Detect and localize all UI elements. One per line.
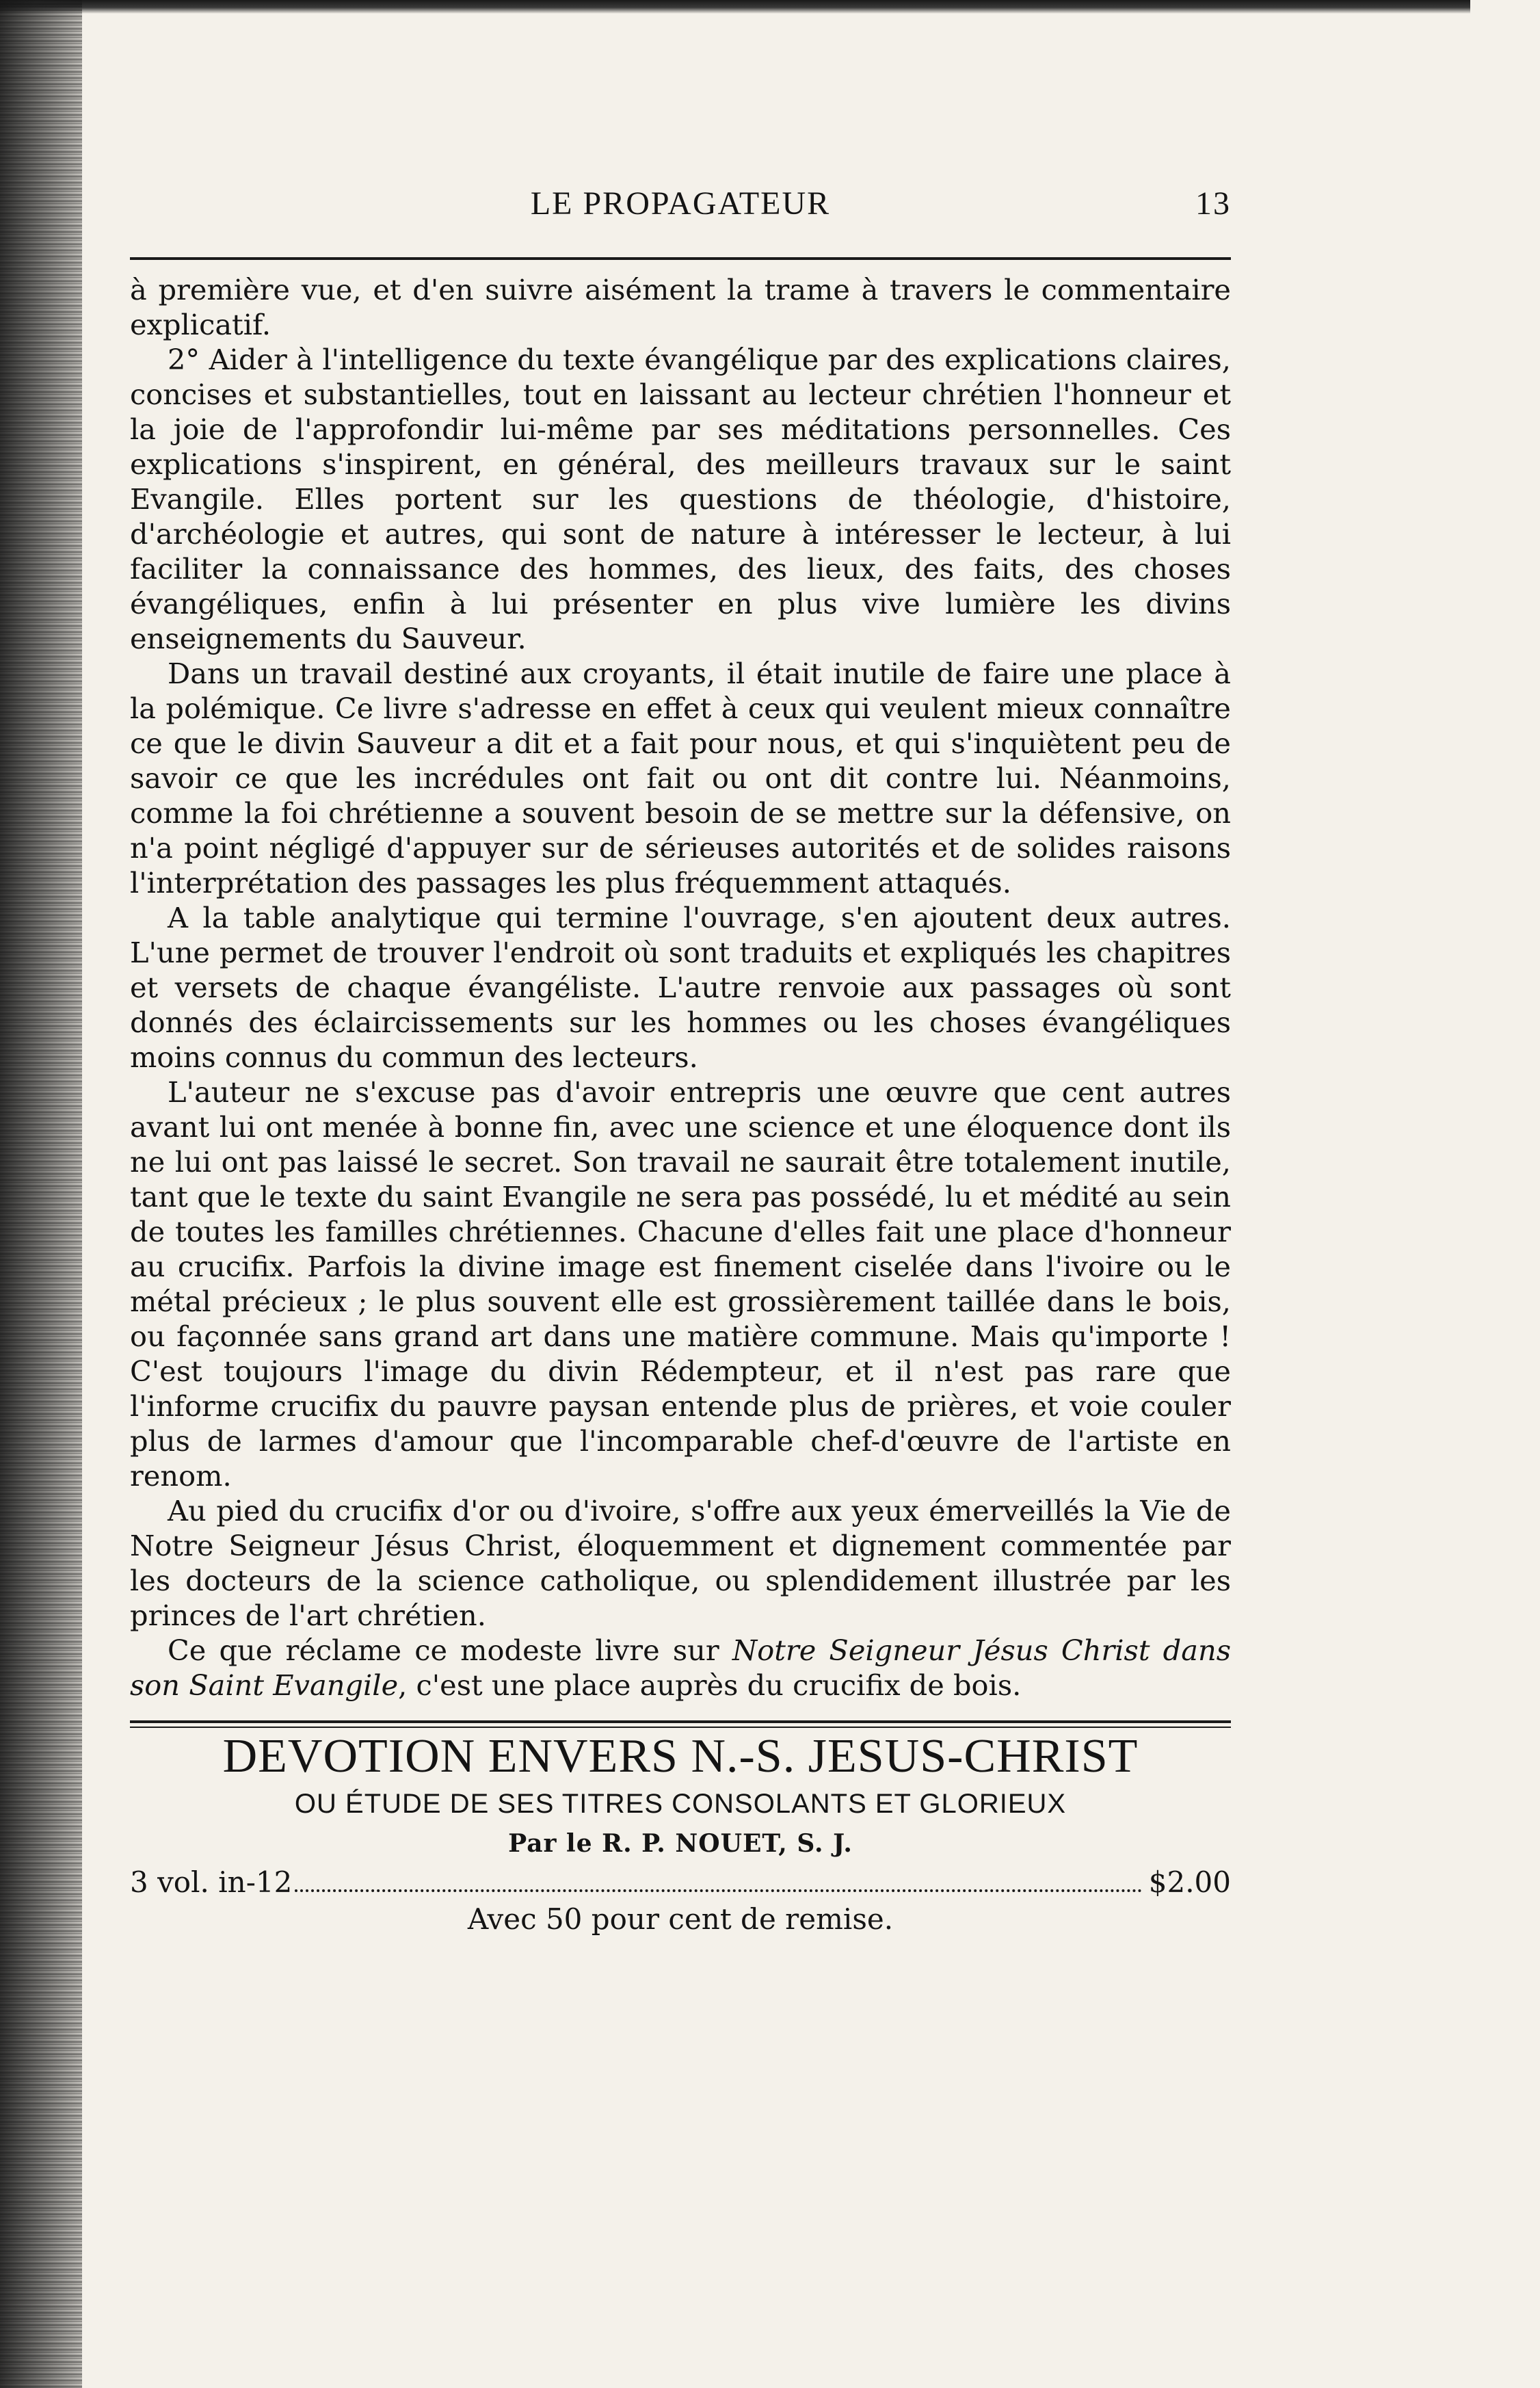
book-title-italic: Notre Seigneur Jésus Christ dans son Saint Evangile [130, 1633, 1231, 1702]
page [130, 185, 1231, 1937]
paragraph: A la table analytique qui termine l'ouvrage, s'en ajoutent deux autres. L'une permet de trouver l'endroit où sont traduits et expliqués les chapitres et versets de chaque évangéliste. L'autre renvoie aux passages où sont donnés des éclaircissements sur les hommes ou les choses évangéliques moins connus du commun des lecteurs. [130, 901, 1231, 1074]
advert-discount: Avec 50 pour cent de remise. [467, 1902, 894, 1936]
scan-top-edge [0, 0, 1470, 14]
page-number: 13 [1195, 185, 1231, 222]
body-text [130, 272, 1231, 1703]
paragraph: à première vue, et d'en suivre aisément la trame à travers le commentaire explicatif. [130, 273, 1231, 341]
dot-leader [295, 1889, 1141, 1892]
running-head-title: LE PROPAGATEUR [530, 185, 831, 222]
advert-rule-thick [130, 1720, 1231, 1723]
advertisement [130, 1729, 1231, 1937]
advert-price: $2.00 [1148, 1865, 1231, 1899]
paragraph: 2° Aider à l'intelligence du texte évangélique par des explications claires, concises et substantielles, tout en laissant au lecteur chrétien l'honneur et la joie de l'approfondir lui-même par ses méditations personnelles. Ces explications s'inspirent, en général, des meilleurs travaux sur le saint Evangile. Elles portent sur les questions de théologie, d'histoire, d'archéologie et autres, qui sont de nature à intéresser le lecteur, à lui faciliter la connaissance des hommes, des lieux, des faits, des choses évangéliques, enfin à lui présenter en plus vive lumière les divins enseignements du Sauveur. [130, 343, 1231, 655]
paragraph: Dans un travail destiné aux croyants, il était inutile de faire une place à la polémique. Ce livre s'adresse en effet à ceux qui veulent mieux connaître ce que le divin Sauveur a dit et a fait pour nous, et qui s'inquiètent peu de savoir ce que les incrédules ont fait ou ont dit contre lui. Néanmoins, comme la foi chrétienne a souvent besoin de se mettre sur la défensive, on n'a point négligé d'appuyer sur de sérieuses autorités et de solides raisons l'interprétation des passages les plus fréquemment attaqués. [130, 657, 1231, 900]
advert-title: DEVOTION ENVERS N.-S. JESUS-CHRIST [222, 1730, 1139, 1783]
advert-rule-thin [130, 1727, 1231, 1728]
advert-subtitle: OU ÉTUDE DE SES TITRES CONSOLANTS ET GLORIEUX [294, 1789, 1067, 1819]
running-head [130, 185, 1231, 239]
scan-binding-gutter [0, 0, 82, 2388]
paragraph-final [130, 1633, 1231, 1703]
paragraph: Au pied du crucifix d'or ou d'ivoire, s'offre aux yeux émerveillés la Vie de Notre Seigneur Jésus Christ, éloquemment et dignement commentée par les docteurs de la science catholique, ou splendidement illustrée par les princes de l'art chrétien. [130, 1494, 1231, 1632]
paragraph: L'auteur ne s'excuse pas d'avoir entrepris une œuvre que cent autres avant lui ont menée à bonne fin, avec une science et une éloquence dont ils ne lui ont pas laissé le secret. Son travail ne saurait être totalement inutile, tant que le texte du saint Evangile ne sera pas possédé, lu et médité au sein de toutes les familles chrétiennes. Chacune d'elles fait une place d'honneur au crucifix. Parfois la divine image est finement ciselée dans l'ivoire ou le métal précieux ; le plus souvent elle est grossièrement taillée dans le bois, ou façonnée sans grand art dans une matière commune. Mais qu'importe ! C'est toujours l'image du divin Rédempteur, et il n'est pas rare que l'informe crucifix du pauvre paysan entende plus de prières, et voie couler plus de larmes d'amour que l'incomparable chef-d'œuvre de l'artiste en renom. [130, 1075, 1231, 1493]
final-tail: , c'est une place auprès du crucifix de bois. [398, 1668, 1022, 1702]
advert-price-line [130, 1863, 1231, 1902]
header-rule [130, 257, 1231, 260]
final-lead: Ce que réclame ce modeste livre sur [168, 1633, 732, 1667]
advert-author: Par le R. P. NOUET, S. J. [508, 1829, 853, 1858]
advert-format: 3 vol. in-12 [130, 1865, 293, 1899]
